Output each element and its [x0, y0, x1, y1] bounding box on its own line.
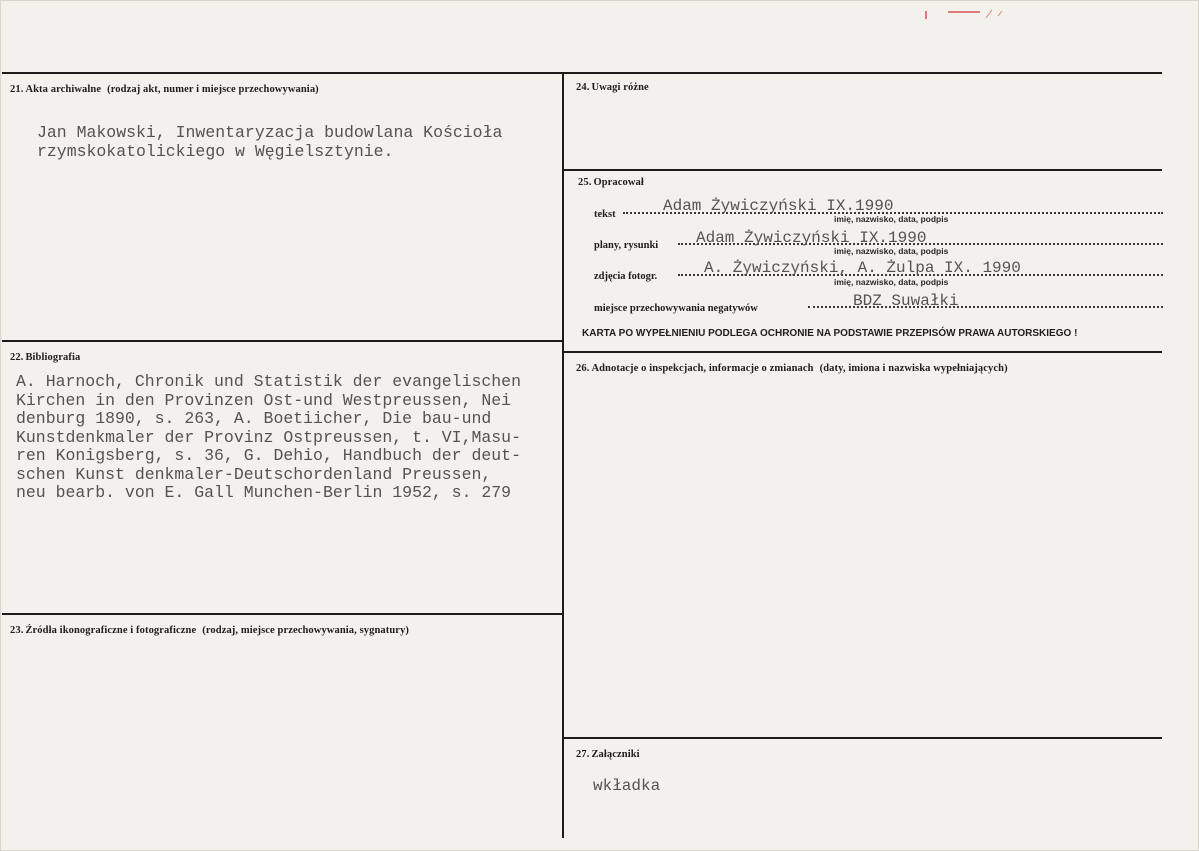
- row-negatywy-label: miejsce przechowywania negatywów: [594, 303, 758, 314]
- section-23-heading: 23. Źródła ikonograficzne i fotograficzne (rodzaj, miejsce przechowywania, sygnatury): [10, 625, 410, 636]
- section-24-heading: 24. Uwagi różne: [576, 82, 649, 93]
- copyright-warning: KARTA PO WYPEŁNIENIU PODLEGA OCHRONIE NA PODSTAWIE PRZEPISÓW PRAWA AUTORSKIEGO !: [582, 328, 1078, 339]
- row-tekst-label: tekst: [594, 209, 616, 220]
- rule-22-23: [2, 613, 564, 615]
- row-tekst-hint: imię, nazwisko, data, podpis: [834, 214, 949, 224]
- section-26-heading: 26. Adnotacje o inspekcjach, informacje o zmianach (daty, imiona i nazwiska wypełniających): [576, 363, 1008, 374]
- row-plany-value: Adam Żywiczyński IX.1990: [696, 229, 927, 247]
- red-stamp-mark: [924, 8, 1008, 20]
- column-divider: [562, 74, 564, 838]
- section-22-content: A. Harnoch, Chronik und Statistik der evangelischen Kirchen in den Provinzen Ost-und Westpreussen, Nei denburg 1890, s. 263, A. Boetiicher, Die bau-und Kunstdenkmaler der Provinz Ostpreussen, t. VI,Masu- ren Konigsberg, s. 36, G. Dehio, Handbuch der deut- schen Kunst denkmaler-Deutschordenland Preussen, neu bearb. von E. Gall Munchen-Berlin 1952, s. 279: [16, 372, 521, 502]
- section-22-heading: 22. Bibliografia: [10, 352, 81, 363]
- section-21-heading: 21. Akta archiwalne (rodzaj akt, numer i miejsce przechowywania): [10, 84, 319, 95]
- rule-21-22: [2, 340, 564, 342]
- rule-25-26: [563, 351, 1162, 353]
- row-tekst-value: Adam Żywiczyński IX.1990: [663, 197, 894, 215]
- row-zdjecia-label: zdjęcia fotogr.: [594, 271, 658, 282]
- row-negatywy-value: BDZ Suwałki: [853, 292, 959, 310]
- row-zdjecia-value: A. Żywiczyński, A. Żulpa IX. 1990: [704, 259, 1021, 277]
- rule-24-25: [563, 169, 1162, 171]
- row-plany-hint: imię, nazwisko, data, podpis: [834, 246, 949, 256]
- rule-26-27: [563, 737, 1162, 739]
- section-21-content: Jan Makowski, Inwentaryzacja budowlana Kościoła rzymskokatolickiego w Węgielsztynie.: [37, 123, 503, 161]
- row-zdjecia-hint: imię, nazwisko, data, podpis: [834, 277, 949, 287]
- row-plany-label: plany, rysunki: [594, 240, 659, 251]
- section-25-heading: 25. Opracował: [578, 177, 644, 188]
- section-27-heading: 27. Załączniki: [576, 749, 640, 760]
- section-27-content: wkładka: [593, 777, 661, 795]
- top-rule: [2, 72, 1162, 74]
